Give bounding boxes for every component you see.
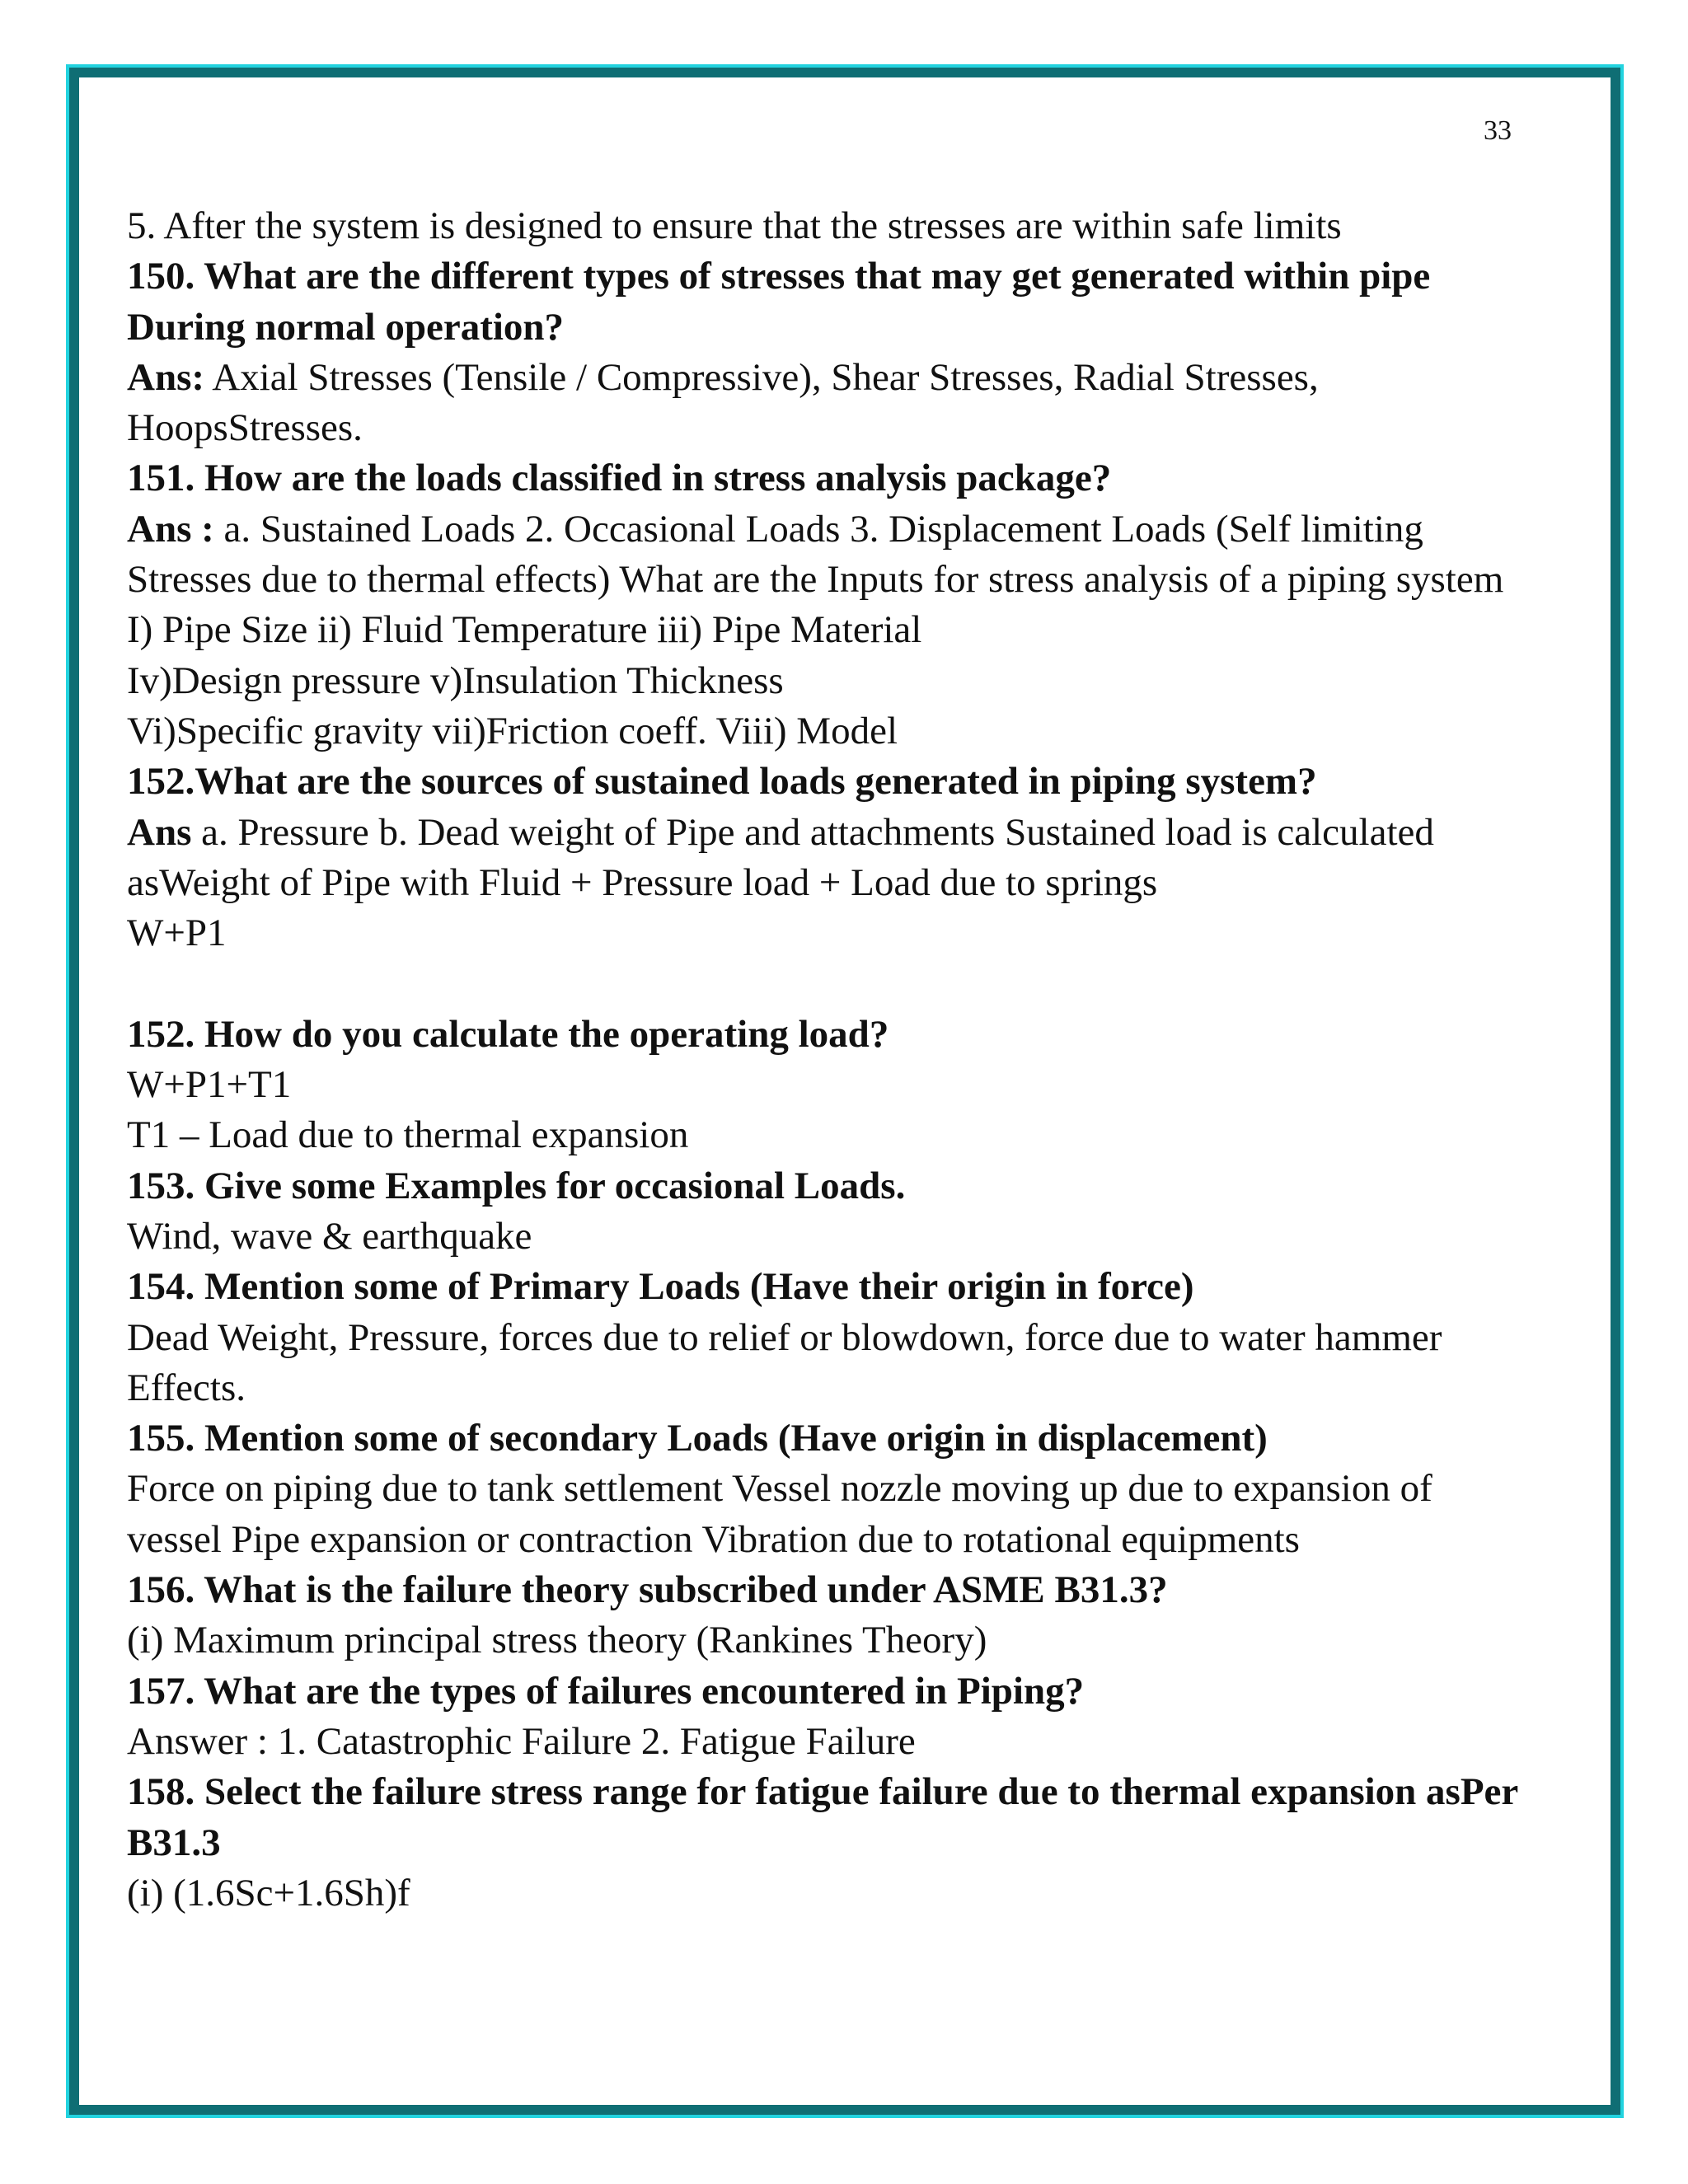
question-151: 151. How are the loads classified in stress analysis package? [127,457,1112,500]
answer-152-sustained-formula: W+P1 [127,912,227,955]
answer-158: (i) (1.6Sc+1.6Sh)f [127,1871,410,1915]
answer-151-line-3: Vi)Specific gravity vii)Friction coeff. Viii) Model [127,709,898,752]
answer-157: Answer : 1. Catastrophic Failure 2. Fatigue Failure [127,1719,916,1763]
document-body [127,201,1528,1919]
list-item-5: 5. After the system is designed to ensure that the stresses are within safe limits [127,204,1342,247]
question-158: 158. Select the failure stress range for fatigue failure due to thermal expansion asPer B31.3 [127,1770,1518,1864]
page-number: 33 [1484,115,1512,146]
answer-154: Dead Weight, Pressure, forces due to relief or blowdown, force due to water hammer Effects. [127,1315,1442,1409]
blank-line [127,958,1528,1009]
answer-152-operating-note: T1 – Load due to thermal expansion [127,1113,689,1157]
answer-150 [127,353,1528,454]
answer-152-sustained [127,808,1528,909]
question-150: 150. What are the different types of stresses that may get generated within pipe During normal operation? [127,255,1431,349]
answer-153: Wind, wave & earthquake [127,1214,532,1258]
answer-152-operating-formula: W+P1+T1 [127,1063,292,1107]
page-border-inner [79,77,1611,2105]
answer-151 [127,504,1528,656]
answer-156: (i) Maximum principal stress theory (Rankines Theory) [127,1619,987,1662]
answer-label: Ans [127,810,192,854]
answer-155: Force on piping due to tank settlement Vessel nozzle moving up due to expansion of vessel Pipe expansion or contraction Vibration due to rotational equipments [127,1467,1432,1561]
page-border-outer [66,64,1624,2118]
answer-text: a. Sustained Loads 2. Occasional Loads 3. Displacement Loads (Self limiting Stresses due to thermal effects) What are the Inputs for stress analysis of a piping system I) Pipe Size ii) Fluid Temperature iii) Pipe Material [127,507,1504,652]
answer-label: Ans : [127,507,214,551]
question-156: 156. What is the failure theory subscribed under ASME B31.3? [127,1568,1168,1612]
answer-text: Axial Stresses (Tensile / Compressive), Shear Stresses, Radial Stresses, HoopsStresses. [127,355,1319,450]
question-153: 153. Give some Examples for occasional Loads. [127,1164,906,1207]
answer-text: a. Pressure b. Dead weight of Pipe and attachments Sustained load is calculated asWeight of Pipe with Fluid + Pressure load + Load due to springs [127,810,1434,904]
answer-label: Ans: [127,355,205,399]
question-157: 157. What are the types of failures encountered in Piping? [127,1669,1085,1713]
question-152-operating: 152. How do you calculate the operating load? [127,1012,889,1056]
question-152-sustained: 152.What are the sources of sustained loads generated in piping system? [127,760,1317,804]
answer-151-line-2: Iv)Design pressure v)Insulation Thickness [127,658,784,702]
question-155: 155. Mention some of secondary Loads (Have origin in displacement) [127,1417,1268,1460]
question-154: 154. Mention some of Primary Loads (Have their origin in force) [127,1265,1194,1309]
